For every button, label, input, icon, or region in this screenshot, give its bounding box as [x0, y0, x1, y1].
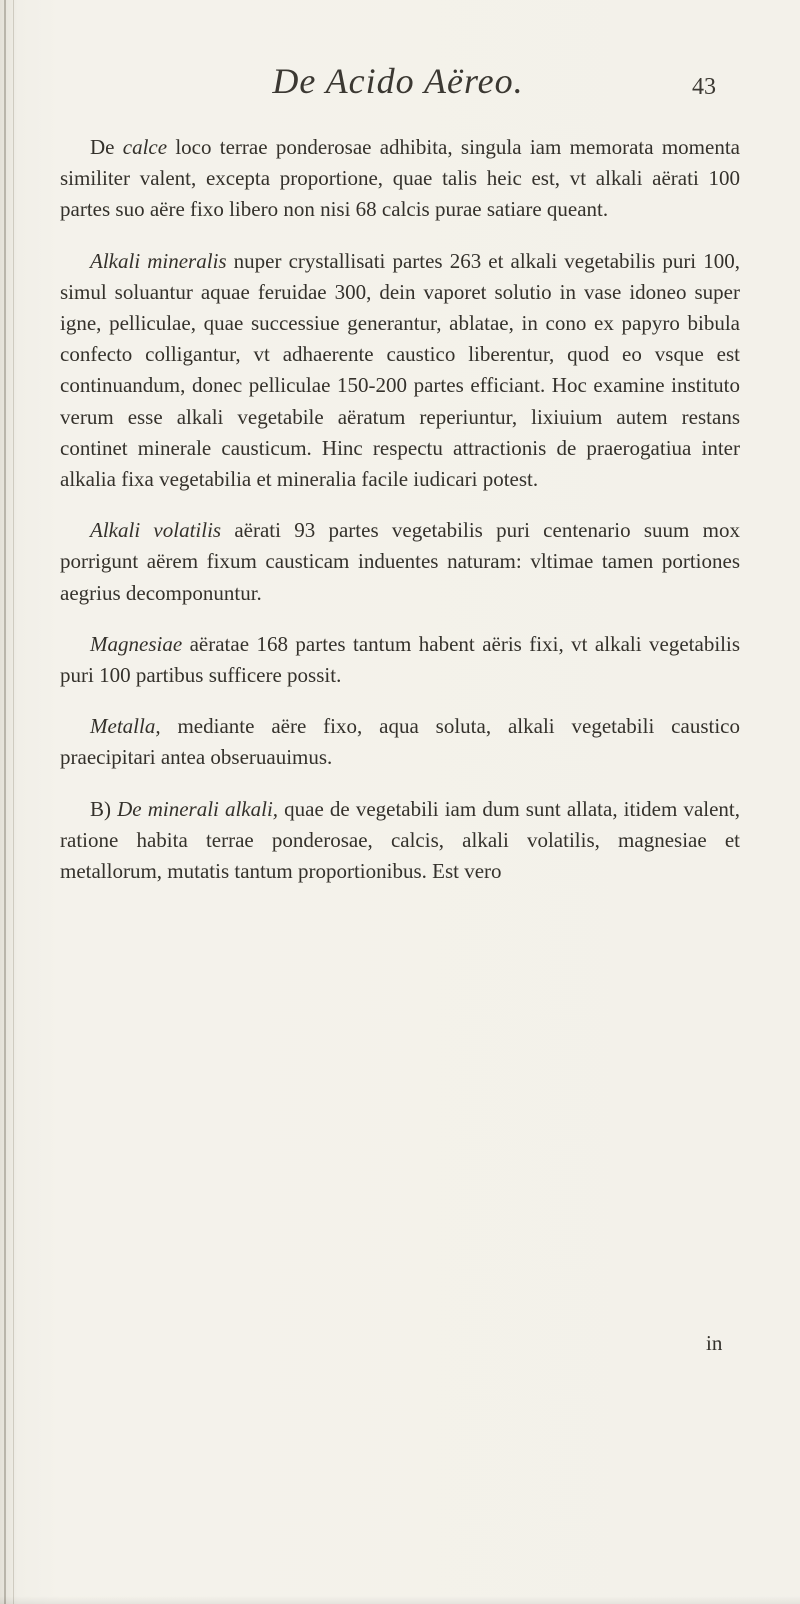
running-title: De Acido Aëreo.	[272, 61, 524, 101]
paragraph-text: aërati 93 partes vegetabilis puri centenario suum mox porrigunt aërem fixum causticam induentes naturam: vltimae tamen portiones aegrius decomponuntur.	[60, 518, 740, 605]
paragraph-calce	[60, 132, 740, 226]
page-number: 43	[692, 74, 716, 100]
binding-gutter-line-inner	[13, 0, 14, 1604]
paragraph-metalla	[60, 711, 740, 773]
page-bottom-shadow	[0, 1596, 800, 1604]
paragraph-lead-italic: Alkali volatilis	[90, 518, 222, 543]
binding-gutter-line	[4, 0, 6, 1604]
paragraph-lead-italic: De minerali alkali,	[117, 796, 279, 821]
catch-word: in	[706, 1331, 723, 1355]
paragraph-lead: De	[90, 135, 123, 159]
paragraph-lead: B)	[90, 796, 118, 821]
paragraph-lead-italic: Metalla,	[90, 714, 161, 739]
paragraph-magnesiae	[60, 629, 740, 691]
paragraph-text: loco terrae ponderosae adhibita, singula iam memorata momenta similiter valent, excepta proportione, quae talis heic est, vt alkali aërati 100 partes suo aëre fixo libero non nisi 68 calcis purae satiare queant.	[60, 135, 740, 222]
paragraph-text: aëratae 168 partes tantum habent aëris fixi, vt alkali vegetabilis puri 100 partibus sufficere possit.	[60, 631, 740, 688]
paragraph-text: nuper crystallisati partes 263 et alkali vegetabilis puri 100, simul soluantur aquae feruidae 300, dein vaporet solutio in vase idoneo super igne, pelliculae, quae successiue generantur, ablatae, in cono ex papyro bibula confecto colligantur, vt adhaerente caustico liberentur, quod eo vsque est continuandum, donec pelliculae 150-200 partes efficiant. Hoc examine instituto verum esse alkali vegetabile aëratum reperiuntur, lixiuium autem restans continet minerale causticum. Hinc respectu attractionis de praerogatiua inter alkalia fixa vegetabilia et mineralia facile iudicari potest.	[60, 248, 740, 492]
paragraph-text: mediante aëre fixo, aqua soluta, alkali vegetabili caustico praecipitari antea obseruauimus.	[60, 714, 740, 770]
page-header	[0, 50, 800, 120]
paragraph-alkali-volatilis	[60, 515, 740, 609]
paragraph-lead-italic: Magnesiae	[90, 631, 183, 656]
paragraph-lead-italic: calce	[122, 135, 168, 159]
body-text	[60, 132, 740, 887]
paragraph-de-minerali-alkali	[60, 794, 740, 888]
paragraph-text: quae de vegetabili iam dum sunt allata, itidem valent, ratione habita terrae ponderosae, calcis, alkali volatilis, magnesiae et metallorum, mutatis tantum proportionibus. Est vero	[60, 796, 741, 884]
paragraph-alkali-mineralis	[60, 246, 740, 496]
paragraph-lead-italic: Alkali mineralis	[90, 248, 227, 273]
